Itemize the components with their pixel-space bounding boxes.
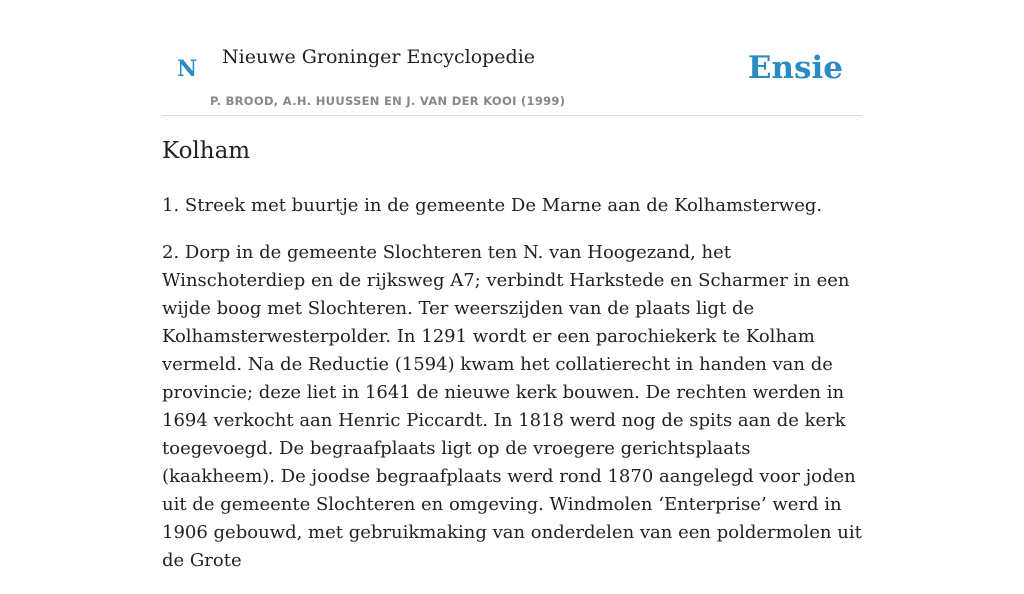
encyclopedia-title[interactable]: Nieuwe Groninger Encyclopedie [222, 46, 536, 68]
entry-paragraph: 2. Dorp in de gemeente Slochteren ten N. van Hoogezand, het Winschoterdiep en de rijksweg A7; verbindt Harkstede en Scharmer in een wijde boog met Slochteren. Ter weerszijden van de plaats ligt de Kolhamsterwesterpolder. In 1291 wordt er een parochiekerk te Kolham vermeld. Na de Reductie (1594) kwam het collatierecht in handen van de provincie; deze liet in 1641 de nieuwe kerk bouwen. De rechten werden in 1694 verkocht aan Henric Piccardt. In 1818 werd nog de spits aan de kerk toegevoegd. De begraafplaats ligt op de vroegere gerichtsplaats (kaakheem). De joodse begraafplaats werd rond 1870 aangelegd voor joden uit de gemeente Slochteren en omgeving. Windmolen ‘Enterprise’ werd in 1906 gebouwd, met gebruikmaking van onderdelen van een poldermolen uit de Grote [162, 242, 862, 571]
encyclopedia-logo[interactable]: N [177, 56, 198, 82]
entry-title: Kolham [162, 138, 251, 164]
entry-body [162, 192, 862, 594]
ensie-logo[interactable]: Ensie [747, 50, 843, 86]
page-container [162, 0, 862, 571]
entry-paragraph: 1. Streek met buurtje in de gemeente De Marne aan de Kolhamsterweg. [162, 195, 823, 216]
encyclopedia-header [162, 0, 862, 116]
encyclopedia-authors: P. BROOD, A.H. HUUSSEN EN J. VAN DER KOOI (1999) [210, 94, 566, 108]
